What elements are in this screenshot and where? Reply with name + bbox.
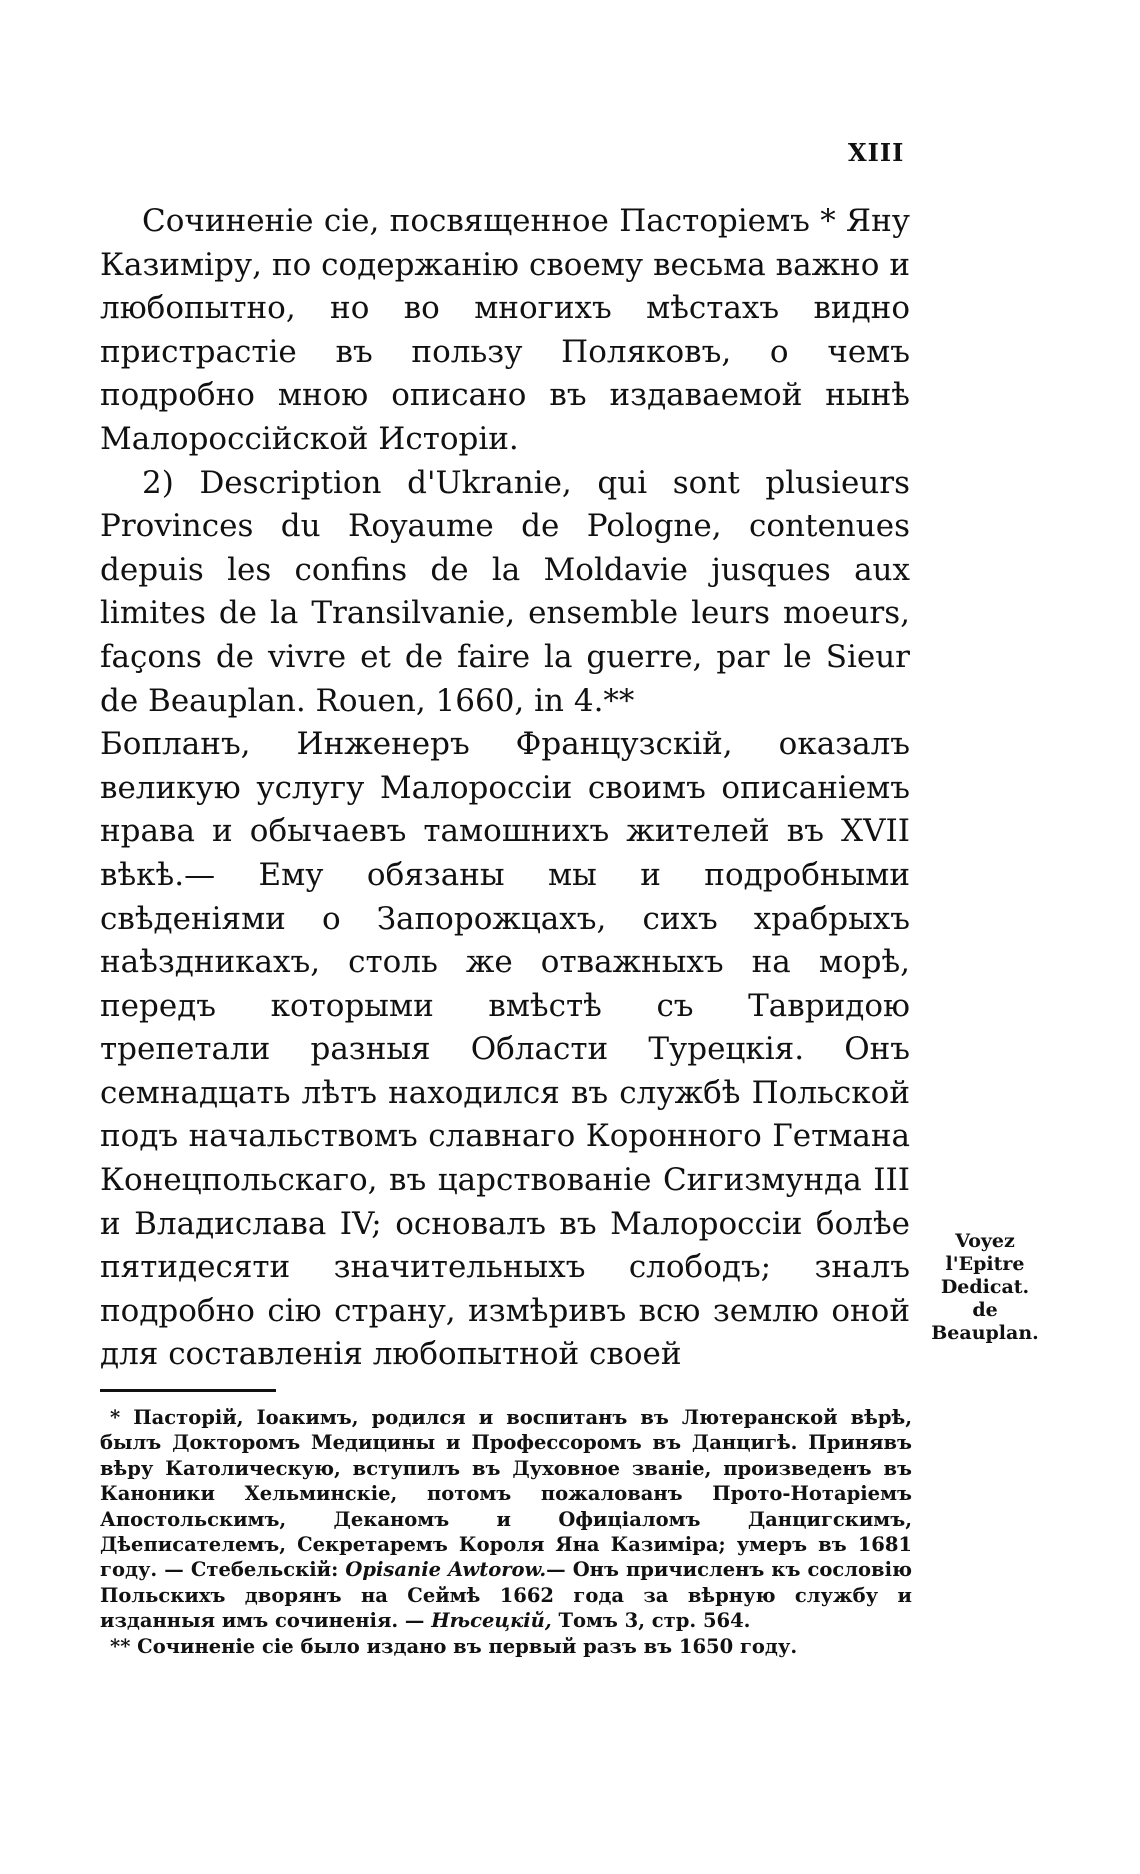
footnote-reference: Томъ 3, стр. 564. [558,1609,751,1633]
footnote-text: — Онъ причисленъ къ сословію Польскихъ дворянъ на Сеймѣ 1662 года за вѣрную службу и изданныя имъ сочиненія. — [100,1558,912,1633]
footnote-pastorius [100,1405,912,1634]
page-number: XIII [848,138,905,167]
footnote-text: * Пасторій, Іоакимъ, родился и воспитанъ въ Лютеранской вѣрѣ, былъ Докторомъ Медицины и Профессоромъ въ Данцигѣ. Принявъ вѣру Католическую, вступилъ въ Духовное званіе, произведенъ въ Каноники Хельминскіе, потомъ пожалованъ Прото-Нотаріемъ Апостольскимъ, Деканомъ и Офиціаломъ Данцигскимъ, Дѣеписателемъ, Секретаремъ Короля Яна Казиміра; умеръ въ 1681 году. — Стебельскій: [100,1406,912,1582]
paragraph-beauplan-title: 2) Description d'Ukranie, qui sont plusieurs Provinces du Royaume de Pologne, contenues depuis les confins de la Moldavie jusques aux limites de la Transilvanie, ensemble leurs moeurs, façons de vivre et de faire la guerre, par le Sieur de Beauplan. Rouen, 1660, in 4.** [100,464,910,719]
footnote-source-title: Opisanie Awtorow. [345,1558,547,1582]
main-text [100,200,910,1377]
margin-note-line: Dedicat. [940,1276,1030,1298]
footnote-author: Нѣсецкій, [431,1609,552,1633]
margin-note [920,1230,1050,1345]
margin-note-line: de Beauplan. [931,1299,1039,1344]
footnote-first-edition: ** Сочиненіе сіе было издано въ первый разъ въ 1650 году. [110,1634,798,1658]
footnote-divider [100,1389,276,1392]
footnotes [100,1405,912,1659]
paragraph-dedication: Сочиненіе сіе, посвященное Пасторіемъ * Яну Казиміру, по содержанію своему весьма важно и любопытно, но во многихъ мѣстахъ видно пристрастіе въ пользу Поляковъ, о чемъ подробно мною описано въ издаваемой нынѣ Малороссійской Исторіи. [100,203,910,457]
margin-note-line: l'Epitre [945,1253,1025,1275]
paragraph-beauplan-bio: Бопланъ, Инженеръ Французскій, оказалъ великую услугу Малороссіи своимъ описаніемъ нрава и обычаевъ тамошнихъ жителей въ XVII вѣкѣ.— Ему обязаны мы и подробными свѣденіями о Запорожцахъ, сихъ храбрыхъ наѣздникахъ, столь же отважныхъ на морѣ, передъ которыми вмѣстѣ съ Тавридою трепетали разныя Области Турецкія. Онъ семнадцать лѣтъ находился въ службѣ Польской подъ начальствомъ славнаго Коронного Гетмана Конецпольскаго, въ царствованіе Сигизмунда III и Владислава IV; основалъ въ Малороссіи болѣе пятидесяти значительныхъ слободъ; зналъ подробно сію страну, измѣривъ всю землю оной для составленія любопытной своей [100,726,910,1373]
margin-note-line: Voyez [955,1230,1015,1252]
